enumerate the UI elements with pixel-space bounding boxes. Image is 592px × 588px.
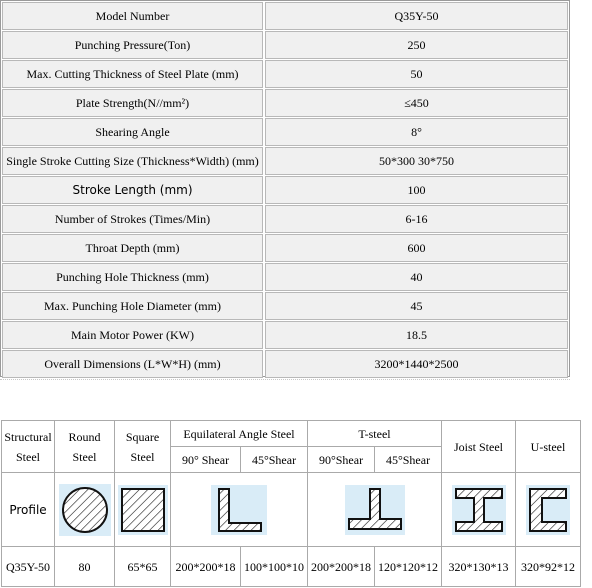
profile-label	[2, 473, 55, 547]
spec-value: 8°	[265, 118, 568, 146]
spec-value: 45	[265, 292, 568, 320]
spec-label: Stroke Length (mm)	[2, 176, 263, 204]
spec-row	[2, 292, 568, 320]
header-equilateral-angle-steel: Equilateral Angle Steel	[171, 421, 308, 447]
header-structural-line1: Structural	[4, 429, 52, 444]
u-steel-value: 320*92*12	[516, 547, 581, 587]
joist-steel-value: 320*130*13	[442, 547, 516, 587]
header-joist-steel: Joist Steel	[442, 421, 516, 473]
angle-45-shear-value: 100*100*10	[241, 547, 308, 587]
round-steel-value: 80	[55, 547, 115, 587]
spec-label: Number of Strokes (Times/Min)	[2, 205, 263, 233]
header-round-line1: Round	[68, 429, 101, 444]
spec-row	[2, 234, 568, 262]
spec-row	[2, 118, 568, 146]
spec-value: 40	[265, 263, 568, 291]
model-cell: Q35Y-50	[2, 547, 55, 587]
header-structural-steel	[2, 421, 55, 473]
t-45-shear-value: 120*120*12	[375, 547, 442, 587]
spec-row	[2, 60, 568, 88]
spec-value: ≤450	[265, 89, 568, 117]
square-steel-profile	[115, 473, 171, 547]
angle-steel-profile	[171, 473, 308, 547]
spec-row	[2, 31, 568, 59]
u-steel-icon	[526, 485, 570, 535]
spec-value: 600	[265, 234, 568, 262]
spec-value: 50*300 30*750	[265, 147, 568, 175]
spec-value: 50	[265, 60, 568, 88]
header-t-steel: T-steel	[308, 421, 442, 447]
spec-row	[2, 176, 568, 204]
spec-row	[2, 350, 568, 378]
spec-label: Model Number	[2, 2, 263, 30]
profile-label-text: Profile	[9, 502, 47, 517]
header-angle-45-shear: 45°Shear	[241, 447, 308, 473]
header-round-line2: Steel	[72, 449, 97, 464]
u-steel-profile	[516, 473, 581, 547]
header-angle-90-shear: 90° Shear	[171, 447, 241, 473]
t-90-shear-value: 200*200*18	[308, 547, 375, 587]
spec-row	[2, 263, 568, 291]
spec-value: Q35Y-50	[265, 2, 568, 30]
spec-row	[2, 205, 568, 233]
joist-steel-profile	[442, 473, 516, 547]
spec-value: 250	[265, 31, 568, 59]
spec-label: Max. Cutting Thickness of Steel Plate (mm)	[2, 60, 263, 88]
angle-steel-icon	[211, 485, 267, 535]
header-u-steel: U-steel	[516, 421, 581, 473]
section-divider	[0, 379, 570, 380]
spec-label: Punching Hole Thickness (mm)	[2, 263, 263, 291]
spec-value: 100	[265, 176, 568, 204]
spec-label: Main Motor Power (KW)	[2, 321, 263, 349]
header-square-line2: Steel	[130, 449, 155, 464]
spec-row	[2, 321, 568, 349]
spec-row	[2, 89, 568, 117]
joist-steel-icon	[452, 485, 506, 535]
steel-profile-table	[1, 420, 581, 587]
square-bar-icon	[118, 485, 168, 535]
spec-label: Throat Depth (mm)	[2, 234, 263, 262]
spec-label: Single Stroke Cutting Size (Thickness*Width) (mm)	[2, 147, 263, 175]
spec-label: Punching Pressure(Ton)	[2, 31, 263, 59]
angle-90-shear-value: 200*200*18	[171, 547, 241, 587]
spec-row	[2, 147, 568, 175]
header-square-steel	[115, 421, 171, 473]
spec-label: Overall Dimensions (L*W*H) (mm)	[2, 350, 263, 378]
spec-label: Max. Punching Hole Diameter (mm)	[2, 292, 263, 320]
spec-value: 18.5	[265, 321, 568, 349]
header-square-line1: Square	[125, 429, 160, 444]
header-round-steel	[55, 421, 115, 473]
header-t-45-shear: 45°Shear	[375, 447, 442, 473]
t-steel-icon	[345, 485, 405, 535]
square-steel-value: 65*65	[115, 547, 171, 587]
round-steel-profile	[55, 473, 115, 547]
t-steel-profile	[308, 473, 442, 547]
spec-value: 3200*1440*2500	[265, 350, 568, 378]
header-structural-line2: Steel	[16, 449, 40, 464]
spec-label: Shearing Angle	[2, 118, 263, 146]
spec-label: Plate Strength(N//mm²)	[2, 89, 263, 117]
spec-row	[2, 2, 568, 30]
spec-value: 6-16	[265, 205, 568, 233]
round-bar-icon	[59, 484, 111, 536]
header-t-90-shear: 90°Shear	[308, 447, 375, 473]
